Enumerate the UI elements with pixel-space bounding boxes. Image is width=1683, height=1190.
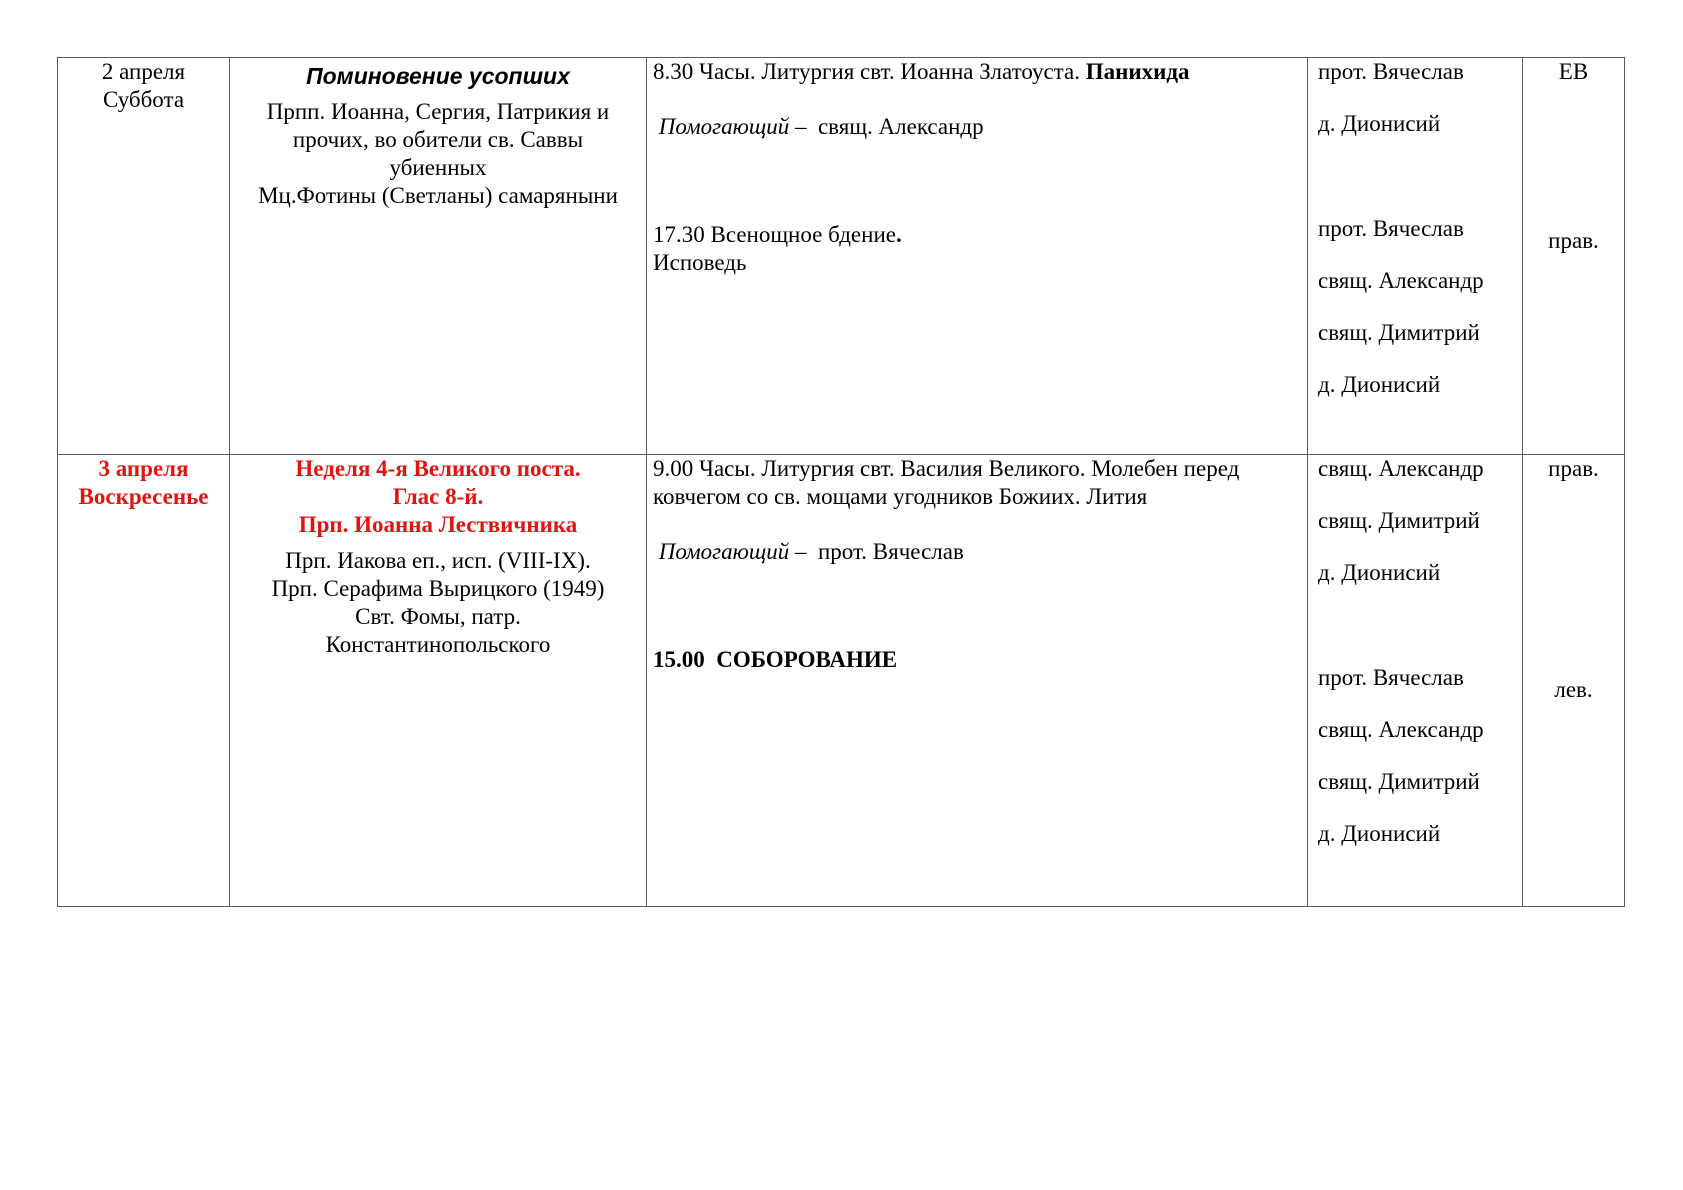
clergy-name: свящ. Александр bbox=[1318, 456, 1484, 481]
saint-line: Прпп. Иоанна, Сергия, Патрикия и bbox=[266, 99, 610, 124]
saint-line: Мц.Фотины (Светланы) самаряныни bbox=[258, 183, 618, 208]
services-cell bbox=[647, 455, 1308, 907]
clergy-name: д. Дионисий bbox=[1318, 372, 1441, 397]
date-weekday: Воскресенье bbox=[78, 484, 209, 509]
date-day: 2 апреля bbox=[101, 59, 186, 84]
service-morning-text: 8.30 Часы. Литургия свт. Иоанна Златоуста. bbox=[653, 59, 1086, 84]
service-schedule-table bbox=[57, 57, 1625, 907]
clergy-name: д. Дионисий bbox=[1318, 560, 1441, 585]
clergy-cell bbox=[1308, 58, 1523, 455]
saint-line: убиенных bbox=[389, 155, 487, 180]
choir-side-evening: прав. bbox=[1548, 228, 1599, 253]
clergy-name: прот. Вячеслав bbox=[1318, 59, 1464, 84]
clergy-name: свящ. Александр bbox=[1318, 717, 1484, 742]
table-row bbox=[58, 455, 1625, 907]
date-day: 3 апреля bbox=[98, 456, 189, 481]
date-cell bbox=[58, 455, 230, 907]
helper-name: свящ. Александр bbox=[806, 114, 984, 139]
service-evening: 15.00 СОБОРОВАНИЕ bbox=[653, 647, 898, 672]
clergy-name: свящ. Димитрий bbox=[1318, 320, 1480, 345]
clergy-name: свящ. Димитрий bbox=[1318, 769, 1480, 794]
service-evening-dot: . bbox=[895, 222, 902, 247]
helper-name: прот. Вячеслав bbox=[806, 539, 964, 564]
choir-side-evening: лев. bbox=[1554, 677, 1593, 702]
feast-title-line: Глас 8-й. bbox=[392, 484, 484, 509]
saint-line: Прп. Иакова еп., исп. (VIII-IX). bbox=[285, 548, 591, 573]
service-morning-bold: Панихида bbox=[1085, 59, 1190, 84]
clergy-name: д. Дионисий bbox=[1318, 111, 1441, 136]
choir-side-morning: прав. bbox=[1548, 456, 1599, 481]
service-morning bbox=[653, 58, 1301, 86]
helper-line bbox=[653, 538, 1301, 566]
saint-line: Константинопольского bbox=[325, 632, 551, 657]
clergy-name: прот. Вячеслав bbox=[1318, 665, 1464, 690]
helper-label: Помогающий – bbox=[658, 114, 807, 139]
choir-side-morning: ЕВ bbox=[1558, 59, 1589, 84]
feast-title-line: Неделя 4-я Великого поста. bbox=[295, 456, 581, 481]
helper-label: Помогающий – bbox=[658, 539, 807, 564]
services-cell bbox=[647, 58, 1308, 455]
clergy-name: свящ. Димитрий bbox=[1318, 508, 1480, 533]
date-weekday: Суббота bbox=[102, 87, 185, 112]
choir-side-cell bbox=[1523, 455, 1625, 907]
feast-title: Поминовение усопших bbox=[306, 63, 570, 89]
choir-side-cell bbox=[1523, 58, 1625, 455]
service-morning-line2: ковчегом со св. мощами угодников Божиих. Лития bbox=[653, 484, 1148, 509]
feast-cell bbox=[230, 455, 647, 907]
clergy-name: свящ. Александр bbox=[1318, 268, 1484, 293]
saint-line: прочих, во обители св. Саввы bbox=[292, 127, 584, 152]
clergy-name: д. Дионисий bbox=[1318, 821, 1441, 846]
saint-line: Прп. Серафима Вырицкого (1949) bbox=[271, 576, 605, 601]
date-cell bbox=[58, 58, 230, 455]
feast-cell bbox=[230, 58, 647, 455]
table-row bbox=[58, 58, 1625, 455]
saint-line: Свт. Фомы, патр. bbox=[355, 604, 521, 629]
clergy-name: прот. Вячеслав bbox=[1318, 216, 1464, 241]
feast-title-line: Прп. Иоанна Лествичника bbox=[298, 512, 578, 537]
service-evening-text: 17.30 Всенощное бдение bbox=[653, 222, 896, 247]
service-morning-line1: 9.00 Часы. Литургия свт. Василия Великого. Молебен перед bbox=[653, 456, 1240, 481]
service-evening-line2: Исповедь bbox=[653, 250, 747, 275]
clergy-cell bbox=[1308, 455, 1523, 907]
helper-line bbox=[653, 113, 1301, 141]
service-evening bbox=[653, 221, 1301, 249]
